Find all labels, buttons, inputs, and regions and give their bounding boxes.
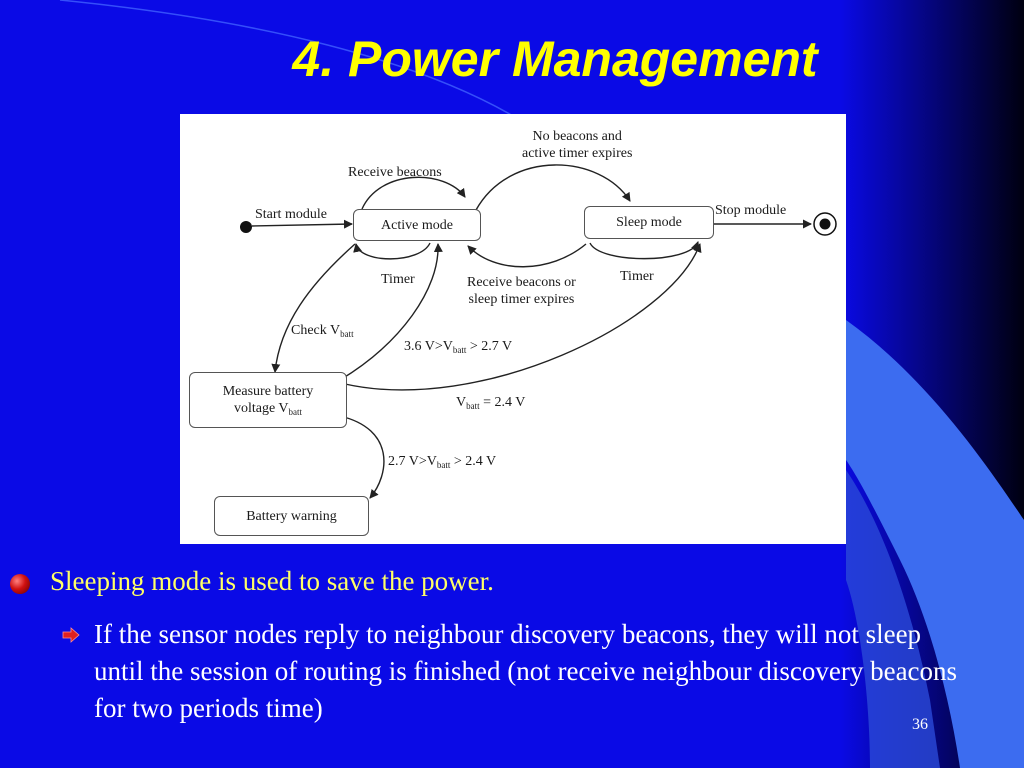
diagram-arrows — [180, 114, 846, 544]
timer-active-label: Timer — [381, 272, 415, 287]
timer-loop-active — [356, 243, 430, 259]
measure-battery-label-line2: voltage $V_{batt}$ — [233, 401, 303, 417]
range2-label: 2.7 $V>V_{batt} > 2.4$ V — [388, 454, 497, 470]
measure-battery-label-line1: Measure battery — [222, 384, 314, 399]
start-dot — [240, 221, 252, 233]
battery-warning-label: Battery warning — [246, 508, 337, 524]
bullet-sphere-icon — [10, 574, 30, 594]
page-number: 36 — [912, 716, 928, 733]
low-battery-arrow — [345, 244, 700, 390]
end-dot — [820, 219, 831, 230]
low-battery-label: $V_{batt} = 2.4$ V — [456, 395, 526, 411]
battery-warning-node — [214, 496, 369, 536]
no-beacons-label: No beacons and active timer expires — [522, 129, 633, 161]
state-diagram — [180, 114, 846, 544]
range1-label: 3.6 $V>V_{batt} > 2.7$ V — [404, 339, 513, 355]
sleep-mode-node — [584, 206, 714, 239]
timer-sleep-label: Timer — [620, 269, 654, 284]
check-vbatt-arrow — [275, 244, 355, 372]
bullet-level2-text: If the sensor nodes reply to neighbour discovery beacons, they will not sleep until the session of routing is finished (not receive neighbour discovery beacons for two periods time) — [94, 619, 958, 723]
receive-beacons-label: Receive beacons — [348, 165, 442, 180]
start-arrow — [252, 224, 352, 226]
receive-or-sleep-arrow — [468, 244, 586, 267]
active-mode-node — [353, 209, 481, 241]
bullet-level1-text: Sleeping mode is used to save the power. — [50, 566, 494, 596]
range1-arrow — [340, 244, 438, 380]
bullet-arrow-icon — [62, 627, 80, 643]
check-vbatt-label: Check $V_{batt}$ — [291, 323, 354, 339]
stop-module-label: Stop module — [715, 203, 787, 218]
range2-arrow — [340, 416, 384, 498]
no-beacons-arrow — [476, 165, 630, 210]
start-module-label: Start module — [255, 207, 327, 222]
timer-loop-sleep — [590, 242, 698, 259]
slide-title: 4. Power Management — [292, 31, 818, 87]
sleep-mode-label: Sleep mode — [616, 215, 682, 230]
active-mode-label: Active mode — [381, 217, 453, 233]
measure-battery-node — [189, 372, 347, 428]
receive-beacons-loop — [362, 177, 465, 209]
receive-or-sleep-label: Receive beacons or sleep timer expires — [467, 275, 576, 307]
